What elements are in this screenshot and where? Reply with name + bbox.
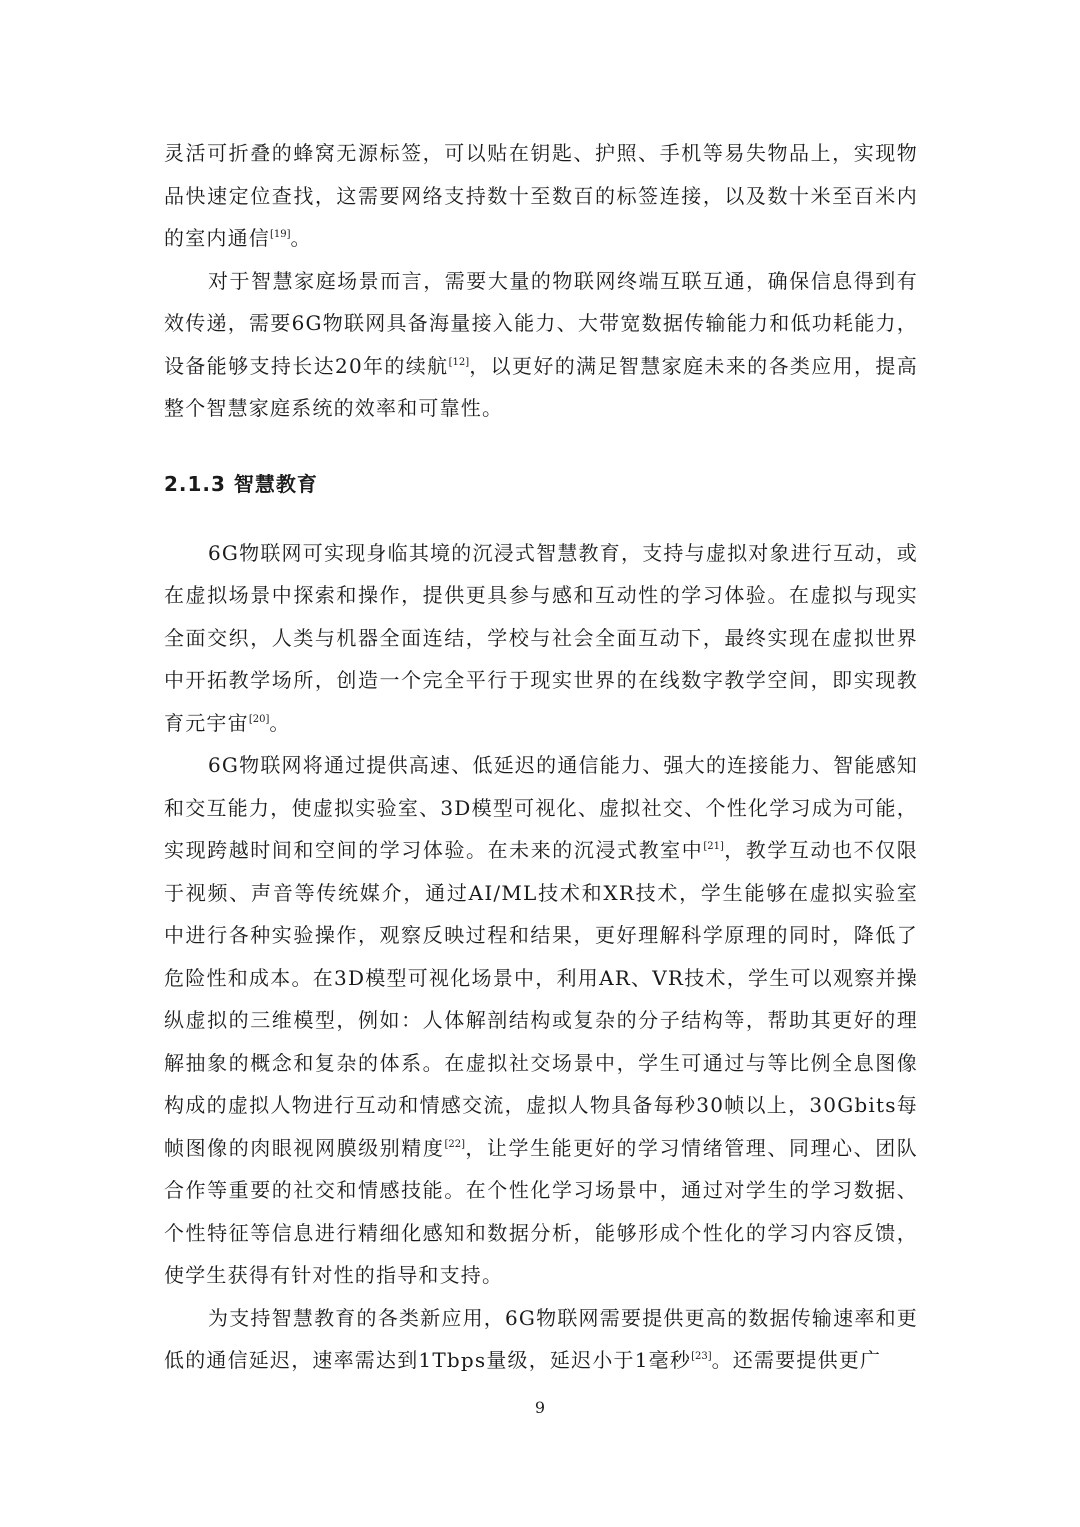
citation-19: [19] [270,229,291,240]
paragraph-education-requirements: 为支持智慧教育的各类新应用，6G物联网需要提供更高的数据传输速率和更低的通信延迟，速率需达到1Tbps量级，延迟小于1毫秒[23]。还需要提供更广 [164,1305,918,1372]
section-heading-smart-education: 2.1.3 智慧教育 [164,471,318,496]
paragraph-smart-tags: 灵活可折叠的蜂窝无源标签，可以贴在钥匙、护照、手机等易失物品上，实现物品快速定位查找，这需要网络支持数十至数百的标签连接，以及数十米至百米内的室内通信[19]。 [164,141,918,250]
citation-12: [12] [448,356,470,368]
citation-20: [20] [248,713,270,725]
page-number: 9 [534,1398,546,1417]
paragraph-smart-home: 对于智慧家庭场景而言，需要大量的物联网终端互联互通，确保信息得到有效传递，需要6G物联网具备海量接入能力、大带宽数据传输能力和低功耗能力，设备能够支持长达20年的续航[12]，以更好的满足智慧家庭未来的各类应用，提高整个智慧家庭系统的效率和可靠性。 [164,268,919,420]
paragraph-immersive-classroom: 6G物联网将通过提供高速、低延迟的通信能力、强大的连接能力、智能感知和交互能力，使虚拟实验室、3D模型可视化、虚拟社交、个性化学习成为可能，实现跨越时间和空间的学习体验。在未来的沉浸式教室中[21]，教学互动也不仅限于视频、声音等传统媒介，通过AI/ML技术和XR技术，学生能够在虚拟实验室中进行各种实验操作，观察反映过程和结果，更好理解科学原理的同时，降低了危险性和成本。在3D模型可视化场景中，利用AR、VR技术，学生可以观察并操纵虚拟的三维模型，例如：人体解剖结构或复杂的分子结构等，帮助其更好的理解抽象的概念和复杂的体系。在虚拟社交场景中，学生可通过与等比例全息图像构成的虚拟人物进行互动和情感交流，虚拟人物具备每秒30帧以上，30Gbits每帧图像的肉眼视网膜级别精度[22]，让学生能更好的学习情绪管理、同理心、团队合作等重要的社交和情感技能。在个性化学习场景中，通过对学生的学习数据、个性特征等信息进行精细化感知和数据分析，能够形成个性化的学习内容反馈，使学生获得有针对性的指导和支持。 [164,753,919,1287]
paragraph-education-metaverse: 6G物联网可实现身临其境的沉浸式智慧教育，支持与虚拟对象进行互动，或在虚拟场景中探索和操作，提供更具参与感和互动性的学习体验。在虚拟与现实全面交织，人类与机器全面连结，学校与社会全面互动下，最终实现在虚拟世界中开拓教学场所，创造一个完全平行于现实世界的在线数字教学空间，即实现教育元宇宙[20]。 [164,540,918,735]
citation-23: [23] [691,1351,712,1362]
citation-22: [22] [444,1138,465,1150]
citation-21: [21] [703,841,724,852]
document-body [164,132,918,1382]
